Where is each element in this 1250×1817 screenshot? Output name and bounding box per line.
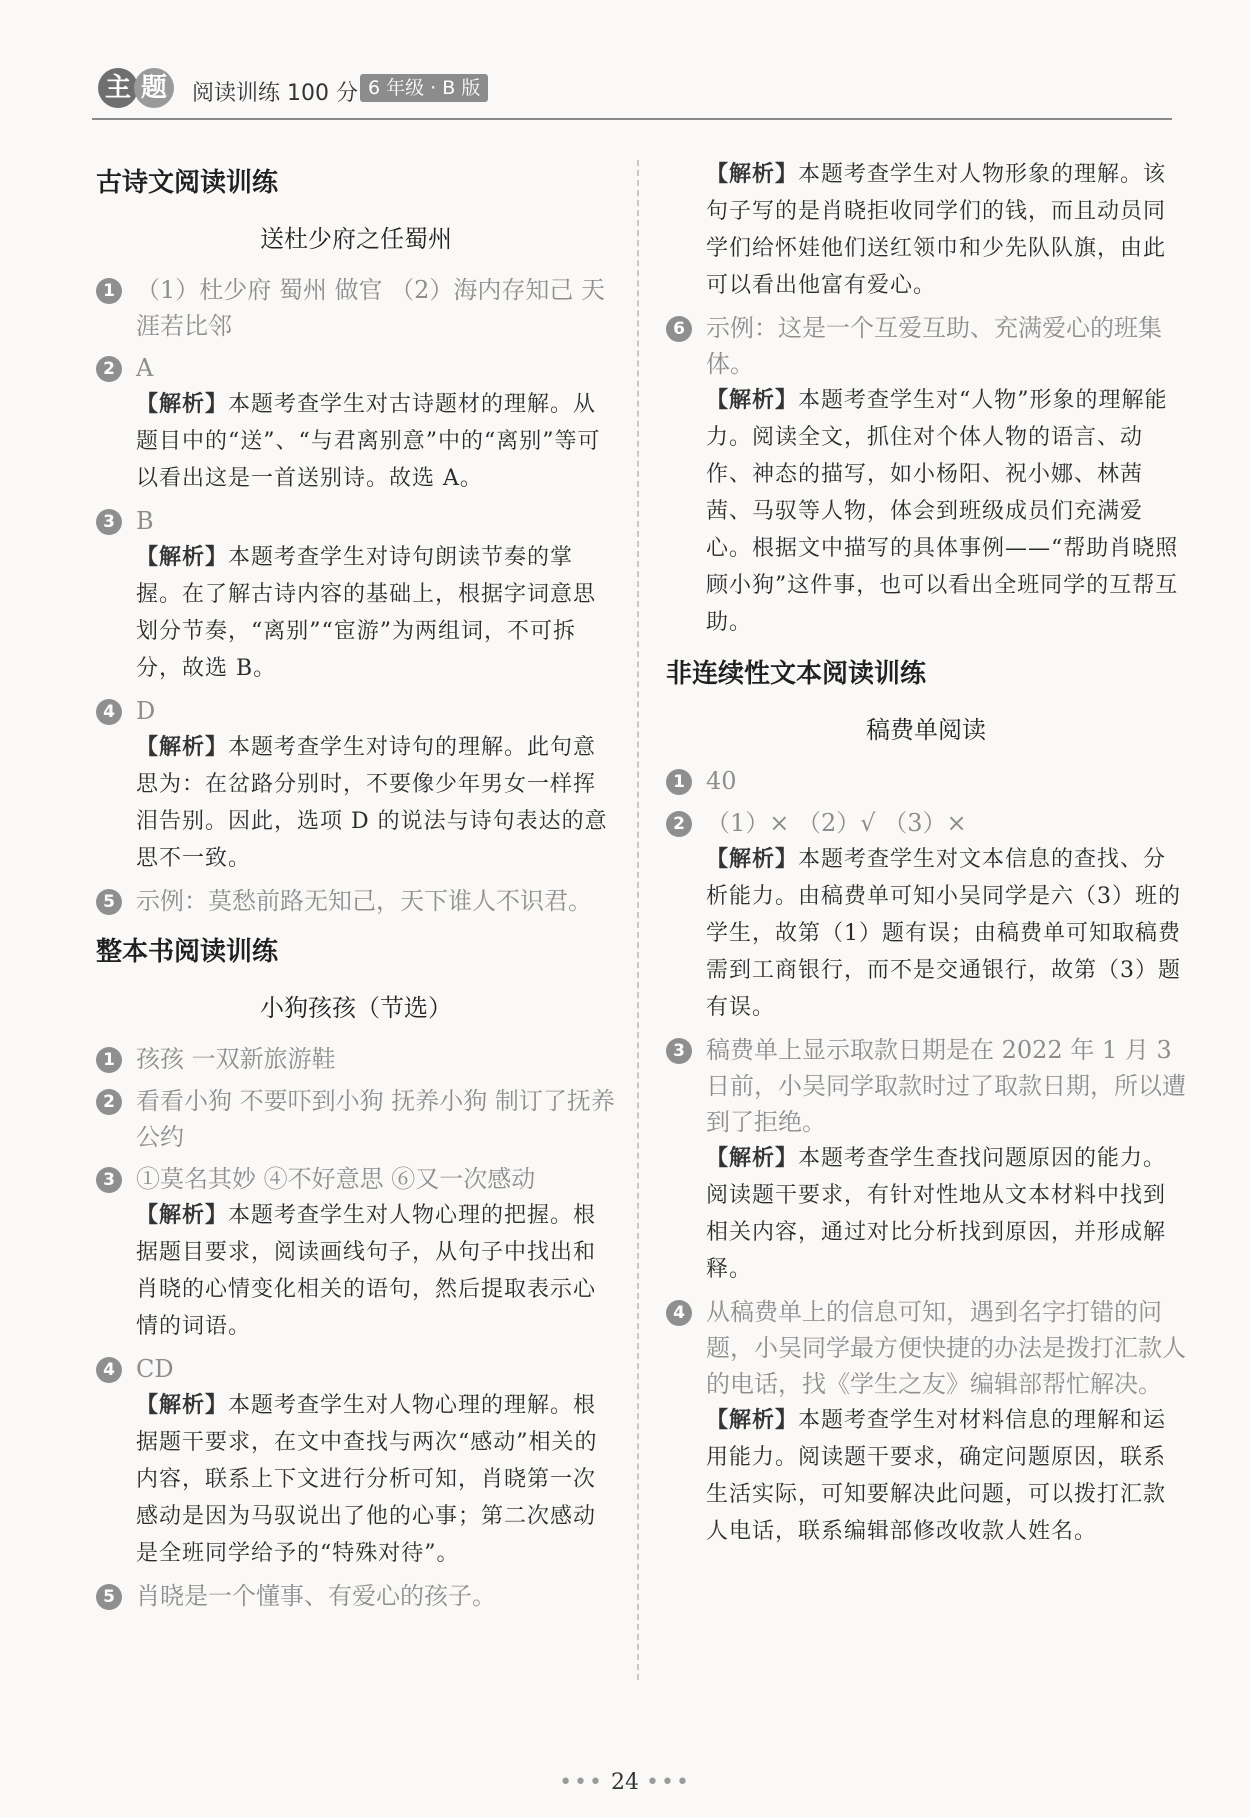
- page-header: [92, 66, 1172, 120]
- section-title: 非连续性文本阅读训练: [666, 659, 927, 689]
- explanation-tag: 【解析】: [136, 545, 229, 570]
- answer-text: 看看小狗 不要吓到小狗 抚养小狗 制订了抚养公约: [136, 1087, 615, 1151]
- answer-item: [666, 310, 1186, 641]
- explanation-text: 本题考查学生对人物心理的理解。根据题干要求，在文中查找与两次“感动”相关的内容，联系上下文进行分析可知，肖晓第一次感动是因为马驭说出了他的心事；第二次感动是全班同学给予的“特殊对待”。: [136, 1393, 598, 1566]
- left-column: [96, 150, 616, 1620]
- answer-text: A: [136, 354, 154, 382]
- explanation-tag: 【解析】: [136, 1203, 229, 1228]
- explanation: [136, 1197, 616, 1345]
- question-number: 2: [666, 811, 692, 837]
- answer-item: [96, 693, 616, 877]
- question-number: 6: [666, 316, 692, 342]
- explanation: [136, 729, 616, 877]
- explanation-tag: 【解析】: [136, 1393, 229, 1418]
- answer-item: [666, 1294, 1186, 1550]
- answer-item: [96, 272, 616, 344]
- answer-text: B: [136, 507, 154, 535]
- grade-badge: 6 年级 · B 版: [360, 74, 488, 102]
- answer-item: [96, 883, 616, 919]
- question-number: 2: [96, 356, 122, 382]
- answer-text: 孩孩 一双新旅游鞋: [136, 1045, 336, 1073]
- explanation-text: 本题考查学生对人物心理的把握。根据题目要求，阅读画线句子，从句子中找出和肖晓的心情变化相关的语句，然后提取表示心情的词语。: [136, 1203, 597, 1339]
- explanation-tag: 【解析】: [136, 735, 229, 760]
- answer-item: [666, 763, 1186, 799]
- explanation-tag: 【解析】: [706, 388, 799, 413]
- question-number: 1: [666, 769, 692, 795]
- question-number: 1: [96, 278, 122, 304]
- answer-text: 示例：莫愁前路无知己，天下谁人不识君。: [136, 887, 592, 915]
- explanation: [706, 1402, 1186, 1550]
- answer-text: 肖晓是一个懂事、有爱心的孩子。: [136, 1582, 496, 1610]
- answer-item: [666, 805, 1186, 1026]
- explanation-tag: 【解析】: [136, 392, 229, 417]
- answer-text: 稿费单上显示取款日期是在 2022 年 1 月 3 日前，小吴同学取款时过了取款日期，所以遭到了拒绝。: [706, 1036, 1186, 1136]
- answer-text: 从稿费单上的信息可知，遇到名字打错的问题，小吴同学最方便快捷的办法是拨打汇款人的电话，找《学生之友》编辑部帮忙解决。: [706, 1298, 1186, 1398]
- explanation: [136, 386, 616, 497]
- footer-dots-left: •••: [559, 1770, 604, 1795]
- explanation: [136, 539, 616, 687]
- question-number: 2: [96, 1089, 122, 1115]
- page-footer: [0, 1770, 1250, 1795]
- section-title: 古诗文阅读训练: [96, 168, 279, 198]
- answer-item: [96, 350, 616, 497]
- answer-item: [96, 503, 616, 687]
- explanation: [136, 1387, 616, 1572]
- question-number: 3: [96, 509, 122, 535]
- answer-text: D: [136, 697, 156, 725]
- explanation-text: 本题考查学生对文本信息的查找、分析能力。由稿费单可知小吴同学是六（3）班的学生，故第（1）题有误；由稿费单可知取稿费需到工商银行，而不是交通银行，故第（3）题有误。: [706, 847, 1181, 1020]
- answer-item: [96, 1083, 616, 1155]
- question-number: 1: [96, 1047, 122, 1073]
- explanation: [706, 841, 1186, 1026]
- question-number: 4: [666, 1300, 692, 1326]
- series-logo: [98, 66, 184, 110]
- answer-item: [96, 1351, 616, 1572]
- question-number: 4: [96, 699, 122, 725]
- passage-title: 稿费单阅读: [866, 716, 986, 744]
- passage-title: 小狗孩孩（节选）: [260, 994, 452, 1022]
- page-number: 24: [611, 1770, 639, 1795]
- explanation-text: 本题考查学生对材料信息的理解和运用能力。阅读题干要求，确定问题原因，联系生活实际，可知要解决此问题，可以拨打汇款人电话，联系编辑部修改收款人姓名。: [706, 1408, 1167, 1544]
- explanation: [706, 382, 1186, 641]
- question-number: 4: [96, 1357, 122, 1383]
- section-title: 整本书阅读训练: [96, 937, 279, 967]
- question-number: 5: [96, 1584, 122, 1610]
- explanation: [706, 156, 1186, 304]
- explanation-text: 本题考查学生对人物形象的理解。该句子写的是肖晓拒收同学们的钱，而且动员同学们给怀娃他们送红领巾和少先队队旗，由此可以看出他富有爱心。: [706, 162, 1167, 298]
- explanation-tag: 【解析】: [706, 847, 799, 872]
- answer-text: （1）杜少府 蜀州 做官 （2）海内存知己 天涯若比邻: [136, 276, 606, 340]
- logo-char-2: 题: [134, 68, 174, 108]
- explanation-tag: 【解析】: [706, 162, 799, 187]
- answer-item: [96, 1161, 616, 1345]
- footer-dots-right: •••: [646, 1770, 691, 1795]
- explanation-text: 本题考查学生查找问题原因的能力。阅读题干要求，有针对性地从文本材料中找到相关内容，通过对比分析找到原因，并形成解释。: [706, 1146, 1167, 1282]
- answer-text: CD: [136, 1355, 174, 1383]
- answer-item: [666, 1032, 1186, 1288]
- column-divider: [637, 160, 639, 1680]
- answer-item: [96, 1041, 616, 1077]
- question-number: 3: [666, 1038, 692, 1064]
- answer-item: [666, 156, 1186, 304]
- logo-char-1: 主: [98, 68, 138, 108]
- question-number: 3: [96, 1167, 122, 1193]
- question-number: 5: [96, 889, 122, 915]
- explanation-tag: 【解析】: [706, 1146, 799, 1171]
- answer-text: 40: [706, 767, 737, 795]
- passage-title: 送杜少府之任蜀州: [260, 225, 452, 253]
- answer-text: （1）× （2）√ （3）×: [706, 809, 967, 837]
- explanation-tag: 【解析】: [706, 1408, 799, 1433]
- answer-text: 示例：这是一个互爱互助、充满爱心的班集体。: [706, 314, 1162, 378]
- answer-item: [96, 1578, 616, 1614]
- explanation-text: 本题考查学生对古诗题材的理解。从题目中的“送”、“与君离别意”中的“离别”等可以看出这是一首送别诗。故选 A。: [136, 392, 601, 491]
- explanation-text: 本题考查学生对诗句朗读节奏的掌握。在了解古诗内容的基础上，根据字词意思划分节奏，“离别”“宦游”为两组词，不可拆分，故选 B。: [136, 545, 597, 681]
- explanation-text: 本题考查学生对“人物”形象的理解能力。阅读全文，抓住对个体人物的语言、动作、神态的描写，如小杨阳、祝小娜、林茜茜、马驭等人物，体会到班级成员们充满爱心。根据文中描写的具体事例——“帮助肖晓照顾小狗”这件事，也可以看出全班同学的互帮互助。: [706, 388, 1179, 635]
- explanation: [706, 1140, 1186, 1288]
- right-column: [666, 150, 1186, 1556]
- book-title: 阅读训练 100 分: [192, 81, 358, 106]
- answer-text: ①莫名其妙 ④不好意思 ⑥又一次感动: [136, 1165, 536, 1193]
- explanation-text: 本题考查学生对诗句的理解。此句意思为：在岔路分别时，不要像少年男女一样挥泪告别。因此，选项 D 的说法与诗句表达的意思不一致。: [136, 735, 608, 871]
